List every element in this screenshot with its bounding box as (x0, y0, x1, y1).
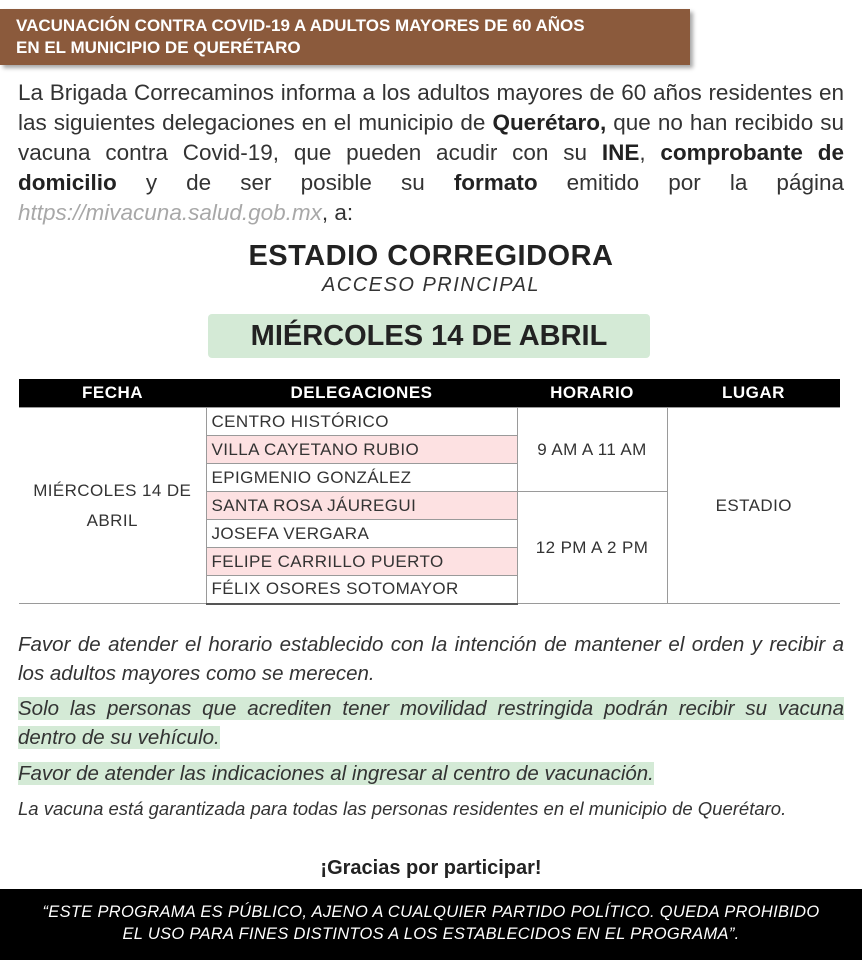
delegacion-cell: SANTA ROSA JÁUREGUI (206, 492, 517, 520)
footer-line-2: EL USO PARA FINES DISTINTOS A LOS ESTABLECIDOS EN EL PROGRAMA”. (122, 925, 740, 943)
header-horario: HORARIO (517, 379, 667, 408)
intro-bold-comprobante: comprobante de domicilio (18, 140, 844, 195)
footer-line-1: “ESTE PROGRAMA ES PÚBLICO, AJENO A CUALQUIER PARTIDO POLÍTICO. QUEDA PROHIBIDO (42, 903, 820, 921)
horario-cell: 9 AM A 11 AM (517, 408, 667, 492)
venue-access: ACCESO PRINCIPAL (321, 274, 541, 296)
note-indications (18, 759, 844, 788)
intro-text: La Brigada Correcaminos informa a los adultos mayores de 60 años residentes en las siguientes delegaciones en el municipio de (18, 80, 844, 135)
table-header-row (19, 379, 840, 408)
intro-text: , (639, 140, 661, 165)
note-mobility (18, 694, 844, 752)
intro-text: y de ser posible su (116, 170, 454, 195)
mivacuna-link[interactable]: https://mivacuna.salud.gob.mx (18, 200, 322, 225)
title-banner (0, 9, 690, 65)
intro-bold-queretaro: Querétaro, (492, 110, 607, 135)
header-lugar: LUGAR (667, 379, 840, 408)
intro-text: que no han recibido su vacuna contra Covid-19, que pueden acudir con su (18, 110, 844, 165)
intro-bold-formato: formato (453, 170, 538, 195)
legal-footer (0, 889, 862, 960)
date-pill: MIÉRCOLES 14 DE ABRIL (208, 314, 650, 358)
delegacion-cell: EPIGMENIO GONZÁLEZ (206, 464, 517, 492)
delegacion-cell: FÉLIX OSORES SOTOMAYOR (206, 576, 517, 604)
delegacion-cell: CENTRO HISTÓRICO (206, 408, 517, 436)
schedule-table (19, 379, 840, 605)
venue-name: ESTADIO CORREGIDORA (248, 240, 614, 272)
note-mobility-text: Solo las personas que acrediten tener movilidad restringida podrán recibir su vacuna dentro de su vehículo. (18, 697, 844, 749)
thanks-text: ¡Gracias por participar! (320, 857, 542, 879)
horario-cell: 12 PM A 2 PM (517, 492, 667, 604)
note-indications-text: Favor de atender las indicaciones al ingresar al centro de vacunación. (18, 762, 654, 785)
note-guarantee: La vacuna está garantizada para todas las personas residentes en el municipio de Querétaro. (18, 798, 787, 819)
delegacion-cell: JOSEFA VERGARA (206, 520, 517, 548)
delegacion-cell: FELIPE CARRILLO PUERTO (206, 548, 517, 576)
fecha-cell: MIÉRCOLES 14 DE ABRIL (19, 408, 206, 604)
lugar-cell: ESTADIO (667, 408, 840, 604)
header-fecha: FECHA (19, 379, 206, 408)
note-schedule: Favor de atender el horario establecido con la intención de mantener el orden y recibir a los adultos mayores como se merecen. (18, 633, 844, 685)
intro-text: emitido por la página (537, 170, 844, 195)
intro-text: , a: (321, 200, 354, 225)
delegacion-cell: VILLA CAYETANO RUBIO (206, 436, 517, 464)
banner-line-2: EN EL MUNICIPIO DE QUERÉTARO (16, 38, 301, 57)
intro-paragraph (18, 78, 844, 228)
intro-bold-ine: INE (601, 140, 640, 165)
header-delegaciones: DELEGACIONES (206, 379, 517, 408)
banner-line-1: VACUNACIÓN CONTRA COVID-19 A ADULTOS MAYORES DE 60 AÑOS (16, 16, 585, 35)
table-row (19, 408, 840, 436)
